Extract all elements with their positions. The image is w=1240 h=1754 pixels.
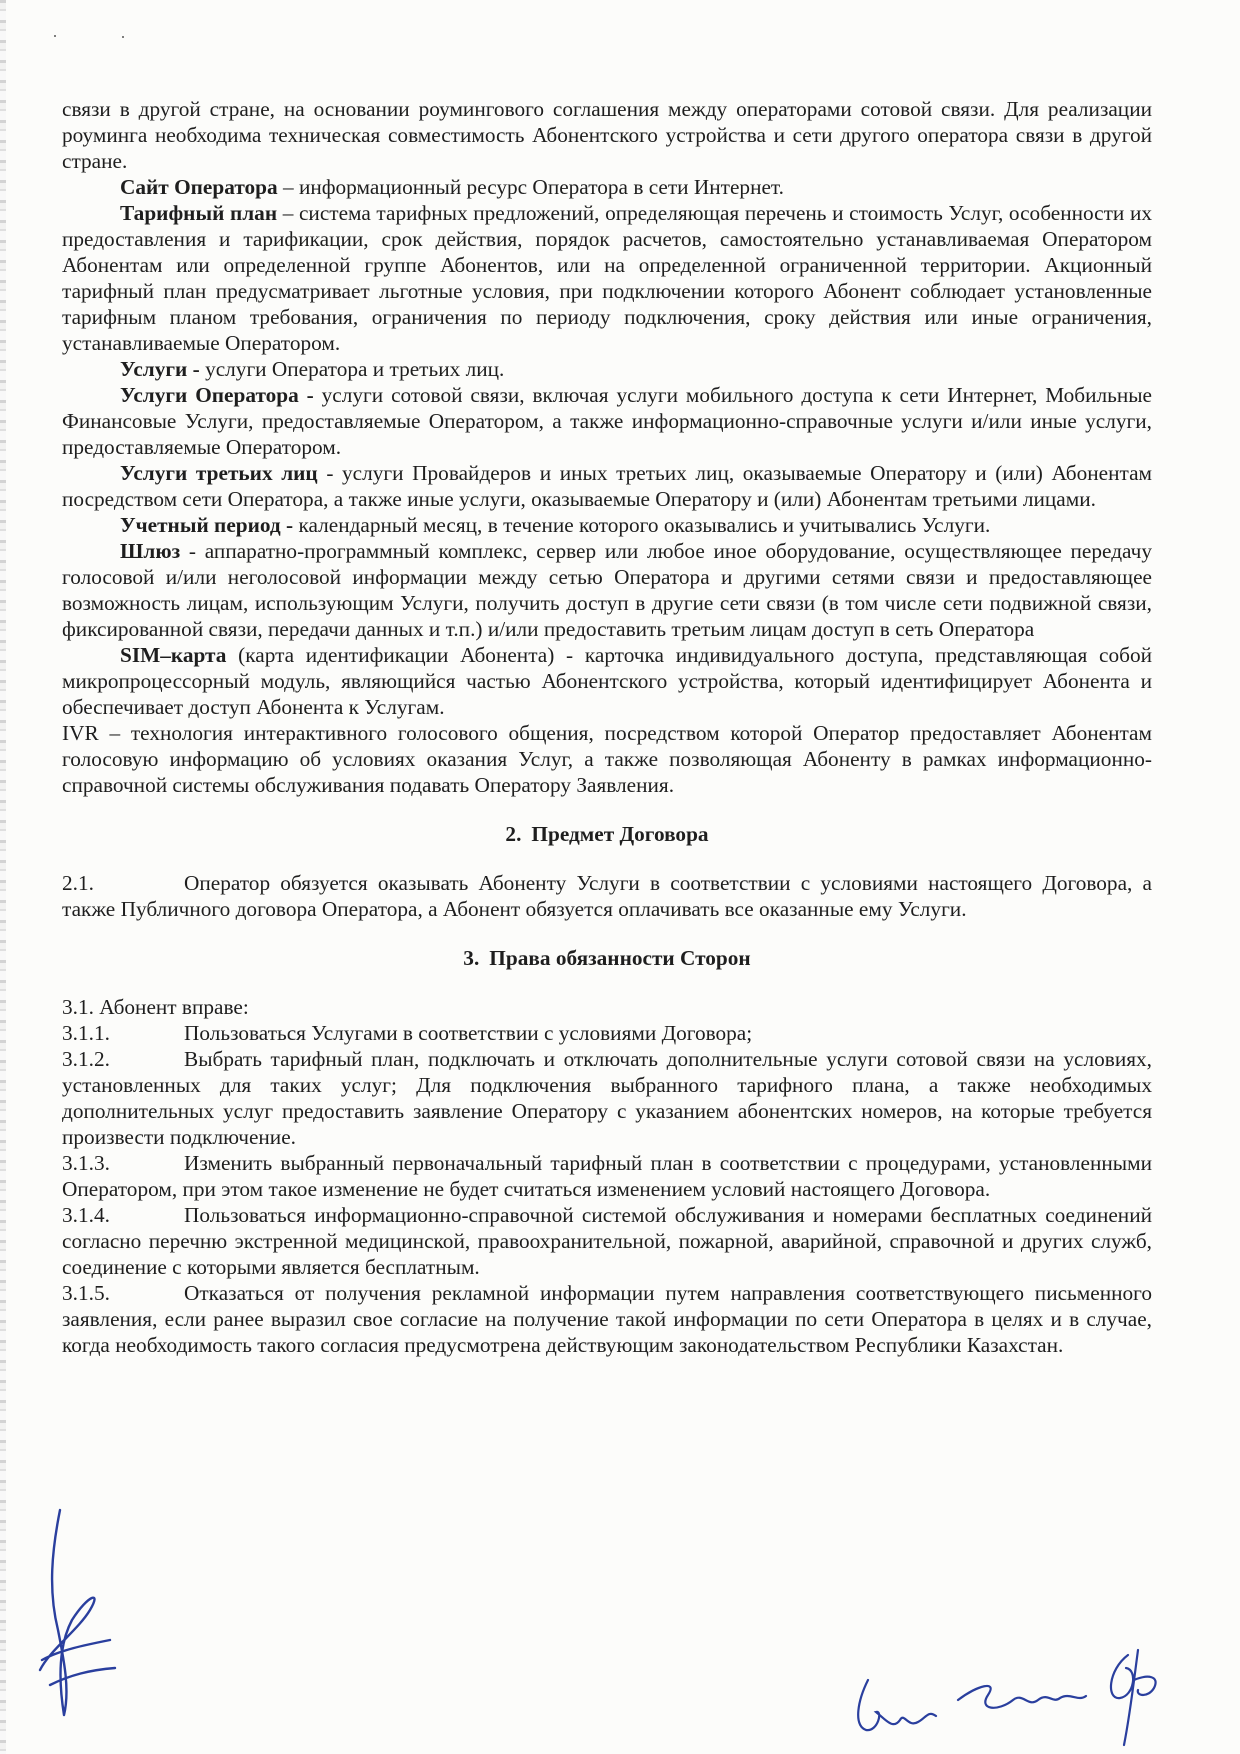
definition-text: услуги сотовой связи, включая услуги мобильного доступа к сети Интернет, Мобильные Финансовые Услуги, предоставляемые Оператором, а также информационно-справочные услуги и/или иные услуги, предоставляемые Оператором. (62, 383, 1152, 459)
clause-text: Отказаться от получения рекламной информации путем направления соответствующего письменного заявления, если ранее выразил свое согласие на получение такой информации по сети Оператора в целях и в случае, когда необходимость такого согласия предусмотрена действующим законодательством Республики Казахстан. (62, 1281, 1152, 1357)
definition-site (62, 174, 1152, 200)
definition-ivr: IVR – технология интерактивного голосового общения, посредством которой Оператор предоставляет Абонентам голосовую информацию об условиях оказания Услуг, а также позволяющая Абоненту в рамках информационно-справочной системы обслуживания подавать Оператору Заявления. (62, 721, 1152, 797)
clause-text: Оператор обязуется оказывать Абоненту Услуги в соответствии с условиями настоящего Договора, а также Публичного договора Оператора, а Абонент обязуется оплачивать все оказанные ему Услуги. (62, 871, 1152, 921)
definition-text: - услуги Провайдеров и иных третьих лиц, оказываемые Оператору и (или) Абонентам посредством сети Оператора, а также иные услуги, оказываемые Оператору и (или) Абонентам третьими лицами. (62, 461, 1152, 511)
term: Сайт Оператора (120, 175, 278, 199)
section-title: Предмет Договора (531, 822, 709, 846)
clause-number: 3.1.5. (62, 1281, 110, 1305)
clause-text: Изменить выбранный первоначальный тарифный план в соответствии с процедурами, установленными Оператором, при этом такое изменение не будет считаться изменением условий настоящего Договора. (62, 1151, 1152, 1201)
term: SIM–карта (120, 643, 227, 667)
clause-3-1-5 (62, 1280, 1152, 1358)
definition-accounting-period (62, 512, 1152, 538)
signature-right (838, 1640, 1168, 1750)
clause-3-1-4 (62, 1202, 1152, 1280)
definition-tariff-plan (62, 200, 1152, 356)
definition-sim-card (62, 642, 1152, 720)
definition-text: услуги Оператора и третьих лиц. (199, 357, 505, 381)
clause-number: 3.1.1. (62, 1021, 110, 1045)
definition-text: (карта идентификации Абонента) - карточка индивидуального доступа, представляющая собой микропроцессорный модуль, являющийся частью Абонентского устройства, который идентифицирует Абонента и обеспечивает доступ Абонента к Услугам. (62, 643, 1152, 719)
definition-text: календарный месяц, в течение которого оказывались и учитывались Услуги. (293, 513, 991, 537)
definition-gateway (62, 538, 1152, 642)
clause-text: Пользоваться Услугами в соответствии с условиями Договора; (184, 1021, 753, 1045)
roaming-definition-continuation: связи в другой стране, на основании роумингового соглашения между операторами сотовой связи. Для реализации роуминга необходима техническая совместимость Абонентского устройства и сети другого оператора связи в другой стране. (62, 97, 1152, 173)
signature-left (30, 1500, 120, 1720)
definition-text: - аппаратно-программный комплекс, сервер или любое иное оборудование, осуществляющее передачу голосовой и/или неголосовой информации между сетью Оператора и другими сетями связи и предоставляющее возможность лицам, использующим Услуги, получить доступ в другие сети связи (в том числе сети подвижной связи, фиксированной связи, передачи данных и т.п.) и/или предоставить третьим лицам доступ в сеть Оператора (62, 539, 1152, 641)
term: Услуги - (120, 357, 200, 381)
section-heading-subject (62, 821, 1152, 847)
clause-number: 3.1.2. (62, 1047, 110, 1071)
definition-text: – система тарифных предложений, определяющая перечень и стоимость Услуг, особенности их предоставления и тарификации, срок действия, порядок расчетов, самостоятельно устанавливаемая Оператором Абонентам или определенной группе Абонентов, или на определенной ограниченной территории. Акционный тарифный план предусматривает льготные условия, при подключении которого Абонент соблюдает установленные тарифным планом требования, ограничения по периоду подключения, сроку действия или иные ограничения, устанавливаемые Оператором. (62, 201, 1152, 355)
clause-number: 2.1. (62, 871, 94, 895)
scan-edge (0, 0, 6, 1754)
clause-3-1-1 (62, 1020, 1152, 1046)
scan-specks (52, 34, 142, 40)
term: Услуги третьих лиц (120, 461, 318, 485)
clause-2-1 (62, 870, 1152, 922)
term: Шлюз (120, 539, 181, 563)
definition-operator-services (62, 382, 1152, 460)
clause-3-1-2 (62, 1046, 1152, 1150)
clause-text: Выбрать тарифный план, подключать и отключать дополнительные услуги сотовой связи на условиях, установленных для таких услуг; Для подключения выбранного тарифного плана, а также необходимых дополнительных услуг предоставить заявление Оператору с указанием абонентских номеров, на которые требуется произвести подключение. (62, 1047, 1152, 1149)
document-body (62, 96, 1152, 1358)
section-title: Права обязанности Сторон (489, 946, 751, 970)
section-number: 2. (505, 822, 522, 846)
clause-3-1-3 (62, 1150, 1152, 1202)
term: Услуги Оператора - (120, 383, 314, 407)
definition-third-party-services (62, 460, 1152, 512)
term: Учетный период - (120, 513, 294, 537)
subsection-heading: 3.1. Абонент вправе: (62, 995, 249, 1019)
term: Тарифный план (120, 201, 278, 225)
clause-number: 3.1.4. (62, 1203, 110, 1227)
clause-number: 3.1.3. (62, 1151, 110, 1175)
clause-text: Пользоваться информационно-справочной системой обслуживания и номерами бесплатных соединений согласно перечню экстренной медицинской, правоохранительной, пожарной, аварийной, справочной и других служб, соединение с которыми является бесплатным. (62, 1203, 1152, 1279)
definition-text: – информационный ресурс Оператора в сети Интернет. (277, 175, 784, 199)
section-number: 3. (463, 946, 480, 970)
definition-services (62, 356, 1152, 382)
section-heading-rights (62, 945, 1152, 971)
